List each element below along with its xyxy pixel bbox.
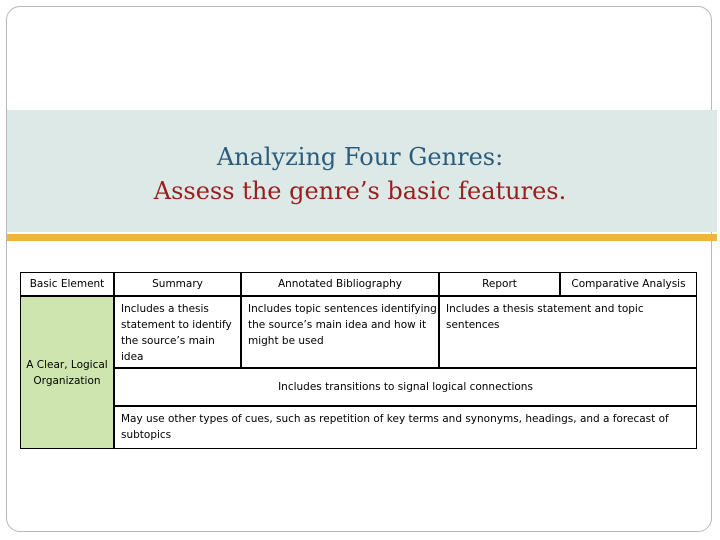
report-comparative-cell: Includes a thesis statement and topic sentences <box>439 296 697 368</box>
slide-frame <box>6 6 712 532</box>
title-accent-bar <box>7 234 717 241</box>
title-band <box>7 110 717 232</box>
other-cues-cell: May use other types of cues, such as repetition of key terms and synonyms, headings, and a forecast of subtopics <box>114 406 697 449</box>
header-annotated-bibliography: Annotated Bibliography <box>241 272 439 296</box>
header-comparative-analysis: Comparative Analysis <box>560 272 697 296</box>
header-summary: Summary <box>114 272 241 296</box>
row-label-organization: A Clear, Logical Organization <box>20 296 114 449</box>
slide-subtitle: Assess the genre’s basic features. <box>153 177 567 205</box>
slide-title: Analyzing Four Genres: <box>216 143 504 171</box>
transitions-cell: Includes transitions to signal logical connections <box>114 368 697 406</box>
summary-cell: Includes a thesis statement to identify the source’s main idea <box>114 296 241 368</box>
annotated-bibliography-cell: Includes topic sentences identifying the source’s main idea and how it might be used <box>241 296 439 368</box>
header-report: Report <box>439 272 560 296</box>
genres-table <box>20 272 697 449</box>
header-basic-element: Basic Element <box>20 272 114 296</box>
